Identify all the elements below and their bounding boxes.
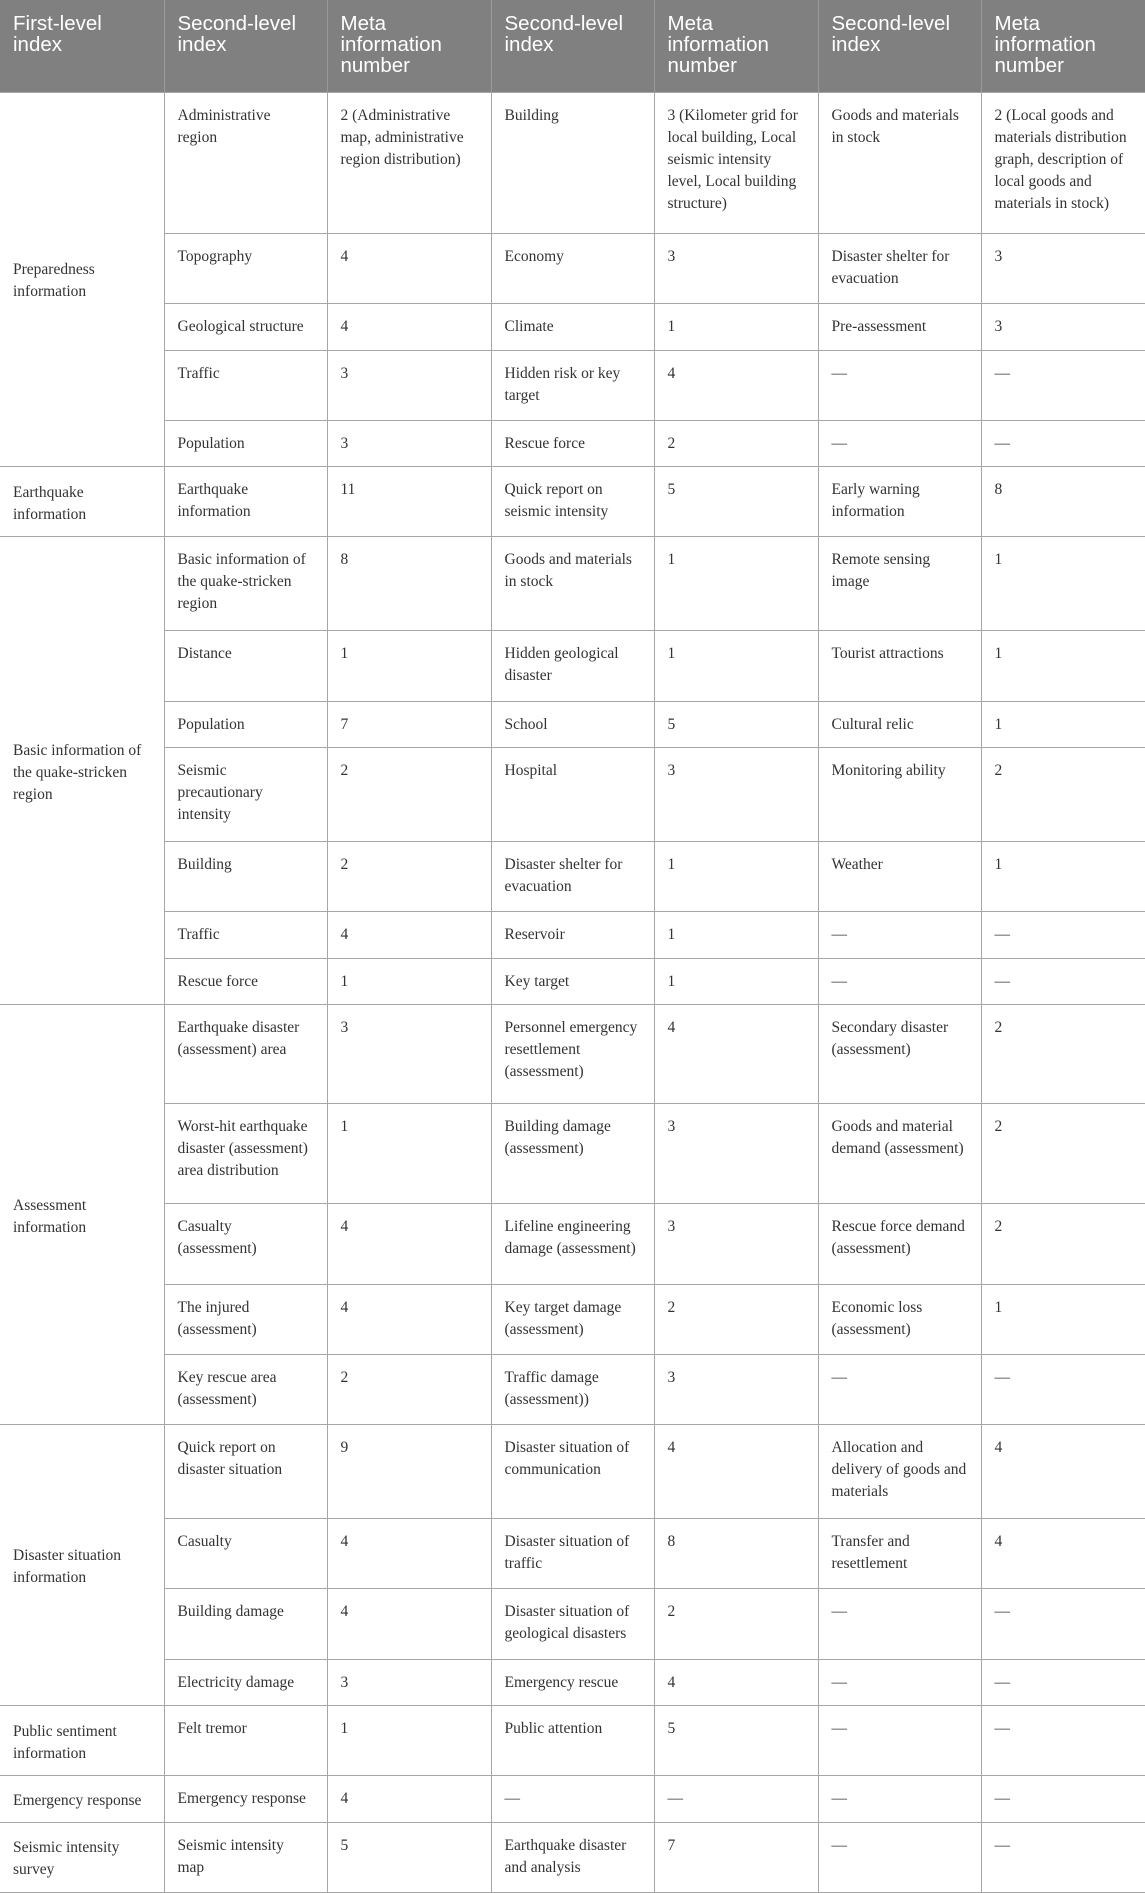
table-row xyxy=(0,1425,1145,1519)
column-header: Second-level index xyxy=(491,0,654,92)
second-level-index-cell: — xyxy=(818,1706,981,1776)
table-row xyxy=(0,701,1145,747)
header-row xyxy=(0,0,1145,92)
second-level-index-cell: Earthquake disaster and analysis xyxy=(491,1822,654,1892)
meta-number-cell: 8 xyxy=(327,537,491,631)
meta-number-cell: 1 xyxy=(654,631,818,701)
table-row xyxy=(0,1203,1145,1284)
meta-number-cell: 1 xyxy=(327,958,491,1004)
second-level-index-cell: Monitoring ability xyxy=(818,748,981,842)
column-header: Second-level index xyxy=(818,0,981,92)
second-level-index-cell: Personnel emergency resettlement (assessment) xyxy=(491,1005,654,1104)
meta-number-cell: 4 xyxy=(654,1005,818,1104)
second-level-index-cell: Topography xyxy=(164,233,327,303)
meta-number-cell: 9 xyxy=(327,1425,491,1519)
column-header: Meta information number xyxy=(327,0,491,92)
table-row xyxy=(0,537,1145,631)
meta-number-cell: 3 xyxy=(654,233,818,303)
meta-number-cell: 3 xyxy=(654,1203,818,1284)
second-level-index-cell: — xyxy=(818,1589,981,1659)
meta-number-cell: 4 xyxy=(327,1776,491,1822)
meta-number-cell: 1 xyxy=(654,537,818,631)
second-level-index-cell: Economic loss (assessment) xyxy=(818,1284,981,1354)
table-row xyxy=(0,420,1145,466)
second-level-index-cell: Hidden risk or key target xyxy=(491,350,654,420)
meta-number-cell: 2 xyxy=(327,842,491,912)
column-header: Meta information number xyxy=(654,0,818,92)
second-level-index-cell: Traffic xyxy=(164,350,327,420)
second-level-index-cell: Cultural relic xyxy=(818,701,981,747)
second-level-index-cell: Traffic xyxy=(164,912,327,958)
meta-number-cell: 5 xyxy=(327,1822,491,1892)
meta-number-cell: — xyxy=(981,350,1145,420)
meta-number-cell: — xyxy=(654,1776,818,1822)
second-level-index-cell: — xyxy=(818,1659,981,1705)
meta-number-cell: — xyxy=(981,912,1145,958)
second-level-index-cell: Felt tremor xyxy=(164,1706,327,1776)
table-row xyxy=(0,842,1145,912)
meta-number-cell: 5 xyxy=(654,467,818,537)
meta-number-cell: 2 xyxy=(981,748,1145,842)
second-level-index-cell: Emergency rescue xyxy=(491,1659,654,1705)
second-level-index-cell: Earthquake information xyxy=(164,467,327,537)
meta-number-cell: — xyxy=(981,1706,1145,1776)
second-level-index-cell: Key rescue area (assessment) xyxy=(164,1355,327,1425)
table-row xyxy=(0,467,1145,537)
second-level-index-cell: Electricity damage xyxy=(164,1659,327,1705)
second-level-index-cell: Emergency response xyxy=(164,1776,327,1822)
second-level-index-cell: Economy xyxy=(491,233,654,303)
meta-number-cell: 2 xyxy=(654,1284,818,1354)
first-level-index-cell: Basic information of the quake-stricken region xyxy=(0,537,164,1005)
table-row xyxy=(0,1659,1145,1705)
table-row xyxy=(0,350,1145,420)
meta-number-cell: 1 xyxy=(654,912,818,958)
meta-number-cell: 1 xyxy=(327,1104,491,1203)
second-level-index-cell: Geological structure xyxy=(164,304,327,350)
second-level-index-cell: Hospital xyxy=(491,748,654,842)
table-row xyxy=(0,1706,1145,1776)
first-level-index-cell: Earthquake information xyxy=(0,467,164,537)
meta-number-cell: 2 xyxy=(654,1589,818,1659)
second-level-index-cell: Disaster shelter for evacuation xyxy=(818,233,981,303)
meta-number-cell: 4 xyxy=(327,1203,491,1284)
meta-number-cell: 8 xyxy=(981,467,1145,537)
meta-number-cell: 2 xyxy=(327,748,491,842)
meta-number-cell: 1 xyxy=(981,537,1145,631)
meta-number-cell: 11 xyxy=(327,467,491,537)
meta-number-cell: 2 xyxy=(981,1005,1145,1104)
second-level-index-cell: Basic information of the quake-stricken region xyxy=(164,537,327,631)
meta-number-cell: 1 xyxy=(654,304,818,350)
second-level-index-cell: Building xyxy=(491,92,654,233)
meta-number-cell: — xyxy=(981,1355,1145,1425)
table-row xyxy=(0,1104,1145,1203)
table-row xyxy=(0,1822,1145,1892)
second-level-index-cell: Key target damage (assessment) xyxy=(491,1284,654,1354)
first-level-index-cell: Assessment information xyxy=(0,1005,164,1425)
second-level-index-cell: Earthquake disaster (assessment) area xyxy=(164,1005,327,1104)
first-level-index-cell: Preparedness information xyxy=(0,92,164,467)
second-level-index-cell: Goods and materials in stock xyxy=(818,92,981,233)
meta-number-cell: 1 xyxy=(654,958,818,1004)
table-row xyxy=(0,1519,1145,1589)
meta-number-cell: 4 xyxy=(981,1519,1145,1589)
meta-number-cell: 3 xyxy=(327,1659,491,1705)
meta-number-cell: 1 xyxy=(981,842,1145,912)
second-level-index-cell: — xyxy=(818,420,981,466)
meta-number-cell: 5 xyxy=(654,701,818,747)
second-level-index-cell: Weather xyxy=(818,842,981,912)
second-level-index-cell: Remote sensing image xyxy=(818,537,981,631)
meta-number-cell: 4 xyxy=(327,304,491,350)
meta-number-cell: 1 xyxy=(981,631,1145,701)
second-level-index-cell: Casualty xyxy=(164,1519,327,1589)
table-body xyxy=(0,92,1145,1893)
table-row xyxy=(0,233,1145,303)
meta-number-cell: 3 (Kilometer grid for local building, Local seismic intensity level, Local building structure) xyxy=(654,92,818,233)
first-level-index-cell: Public sentiment information xyxy=(0,1706,164,1776)
table-row xyxy=(0,958,1145,1004)
meta-number-cell: 2 xyxy=(981,1104,1145,1203)
meta-number-cell: 2 xyxy=(654,420,818,466)
meta-number-cell: 3 xyxy=(654,748,818,842)
table-row xyxy=(0,1284,1145,1354)
first-level-index-cell: Seismic intensity survey xyxy=(0,1822,164,1892)
meta-number-cell: 3 xyxy=(981,233,1145,303)
meta-number-cell: 3 xyxy=(327,420,491,466)
table-row xyxy=(0,1589,1145,1659)
second-level-index-cell: Rescue force xyxy=(164,958,327,1004)
meta-number-cell: 3 xyxy=(654,1355,818,1425)
meta-number-cell: 1 xyxy=(327,1706,491,1776)
second-level-index-cell: — xyxy=(818,1822,981,1892)
meta-number-cell: 2 xyxy=(981,1203,1145,1284)
second-level-index-cell: Disaster shelter for evacuation xyxy=(491,842,654,912)
meta-number-cell: 3 xyxy=(654,1104,818,1203)
meta-number-cell: — xyxy=(981,420,1145,466)
table-row xyxy=(0,1776,1145,1822)
meta-number-cell: 7 xyxy=(327,701,491,747)
column-header: First-level index xyxy=(0,0,164,92)
second-level-index-cell: Distance xyxy=(164,631,327,701)
second-level-index-cell: — xyxy=(818,1776,981,1822)
meta-number-cell: — xyxy=(981,1589,1145,1659)
column-header: Second-level index xyxy=(164,0,327,92)
meta-number-cell: 2 (Administrative map, administrative region distribution) xyxy=(327,92,491,233)
second-level-index-cell: — xyxy=(818,1355,981,1425)
table-row xyxy=(0,1005,1145,1104)
table-row xyxy=(0,1355,1145,1425)
second-level-index-cell: Seismic precautionary intensity xyxy=(164,748,327,842)
meta-number-cell: 1 xyxy=(327,631,491,701)
meta-number-cell: 4 xyxy=(981,1425,1145,1519)
meta-number-cell: 1 xyxy=(981,701,1145,747)
first-level-index-cell: Disaster situation information xyxy=(0,1425,164,1706)
second-level-index-cell: School xyxy=(491,701,654,747)
second-level-index-cell: Disaster situation of traffic xyxy=(491,1519,654,1589)
meta-number-cell: 4 xyxy=(654,1425,818,1519)
table-header xyxy=(0,0,1145,92)
second-level-index-cell: — xyxy=(818,912,981,958)
meta-number-cell: 1 xyxy=(981,1284,1145,1354)
first-level-index-cell: Emergency response xyxy=(0,1776,164,1822)
second-level-index-cell: Rescue force demand (assessment) xyxy=(818,1203,981,1284)
meta-number-cell: 3 xyxy=(981,304,1145,350)
meta-number-cell: 1 xyxy=(654,842,818,912)
second-level-index-cell: Traffic damage (assessment)) xyxy=(491,1355,654,1425)
table-row xyxy=(0,912,1145,958)
meta-number-cell: 4 xyxy=(327,1519,491,1589)
column-header: Meta information number xyxy=(981,0,1145,92)
second-level-index-cell: Population xyxy=(164,701,327,747)
second-level-index-cell: Tourist attractions xyxy=(818,631,981,701)
meta-number-cell: 4 xyxy=(327,1589,491,1659)
table-row xyxy=(0,748,1145,842)
meta-number-cell: 4 xyxy=(327,912,491,958)
table-row xyxy=(0,631,1145,701)
meta-number-cell: — xyxy=(981,1659,1145,1705)
second-level-index-cell: Casualty (assessment) xyxy=(164,1203,327,1284)
meta-number-cell: 4 xyxy=(654,1659,818,1705)
second-level-index-cell: Quick report on seismic intensity xyxy=(491,467,654,537)
second-level-index-cell: Population xyxy=(164,420,327,466)
second-level-index-cell: Pre-assessment xyxy=(818,304,981,350)
meta-number-cell: 4 xyxy=(327,233,491,303)
second-level-index-cell: — xyxy=(491,1776,654,1822)
second-level-index-cell: — xyxy=(818,958,981,1004)
second-level-index-cell: — xyxy=(818,350,981,420)
meta-number-cell: — xyxy=(981,958,1145,1004)
meta-number-cell: — xyxy=(981,1822,1145,1892)
second-level-index-cell: Goods and material demand (assessment) xyxy=(818,1104,981,1203)
second-level-index-cell: The injured (assessment) xyxy=(164,1284,327,1354)
meta-number-cell: 4 xyxy=(654,350,818,420)
meta-number-cell: 8 xyxy=(654,1519,818,1589)
second-level-index-cell: Building damage (assessment) xyxy=(491,1104,654,1203)
meta-number-cell: 2 xyxy=(327,1355,491,1425)
meta-number-cell: 7 xyxy=(654,1822,818,1892)
second-level-index-cell: Rescue force xyxy=(491,420,654,466)
meta-number-cell: 5 xyxy=(654,1706,818,1776)
second-level-index-cell: Climate xyxy=(491,304,654,350)
meta-number-cell: 2 (Local goods and materials distribution graph, description of local goods and materials in stock) xyxy=(981,92,1145,233)
second-level-index-cell: Transfer and resettlement xyxy=(818,1519,981,1589)
second-level-index-cell: Building xyxy=(164,842,327,912)
meta-number-cell: — xyxy=(981,1776,1145,1822)
meta-number-cell: 3 xyxy=(327,1005,491,1104)
second-level-index-cell: Seismic intensity map xyxy=(164,1822,327,1892)
second-level-index-cell: Secondary disaster (assessment) xyxy=(818,1005,981,1104)
second-level-index-cell: Allocation and delivery of goods and materials xyxy=(818,1425,981,1519)
second-level-index-cell: Building damage xyxy=(164,1589,327,1659)
table-row xyxy=(0,304,1145,350)
meta-number-cell: 3 xyxy=(327,350,491,420)
second-level-index-cell: Early warning information xyxy=(818,467,981,537)
second-level-index-cell: Public attention xyxy=(491,1706,654,1776)
second-level-index-cell: Disaster situation of geological disasters xyxy=(491,1589,654,1659)
second-level-index-cell: Administrative region xyxy=(164,92,327,233)
second-level-index-cell: Reservoir xyxy=(491,912,654,958)
second-level-index-cell: Worst-hit earthquake disaster (assessment) area distribution xyxy=(164,1104,327,1203)
second-level-index-cell: Hidden geological disaster xyxy=(491,631,654,701)
second-level-index-cell: Lifeline engineering damage (assessment) xyxy=(491,1203,654,1284)
second-level-index-cell: Key target xyxy=(491,958,654,1004)
second-level-index-cell: Goods and materials in stock xyxy=(491,537,654,631)
second-level-index-cell: Disaster situation of communication xyxy=(491,1425,654,1519)
meta-number-cell: 4 xyxy=(327,1284,491,1354)
second-level-index-cell: Quick report on disaster situation xyxy=(164,1425,327,1519)
table-row xyxy=(0,92,1145,233)
